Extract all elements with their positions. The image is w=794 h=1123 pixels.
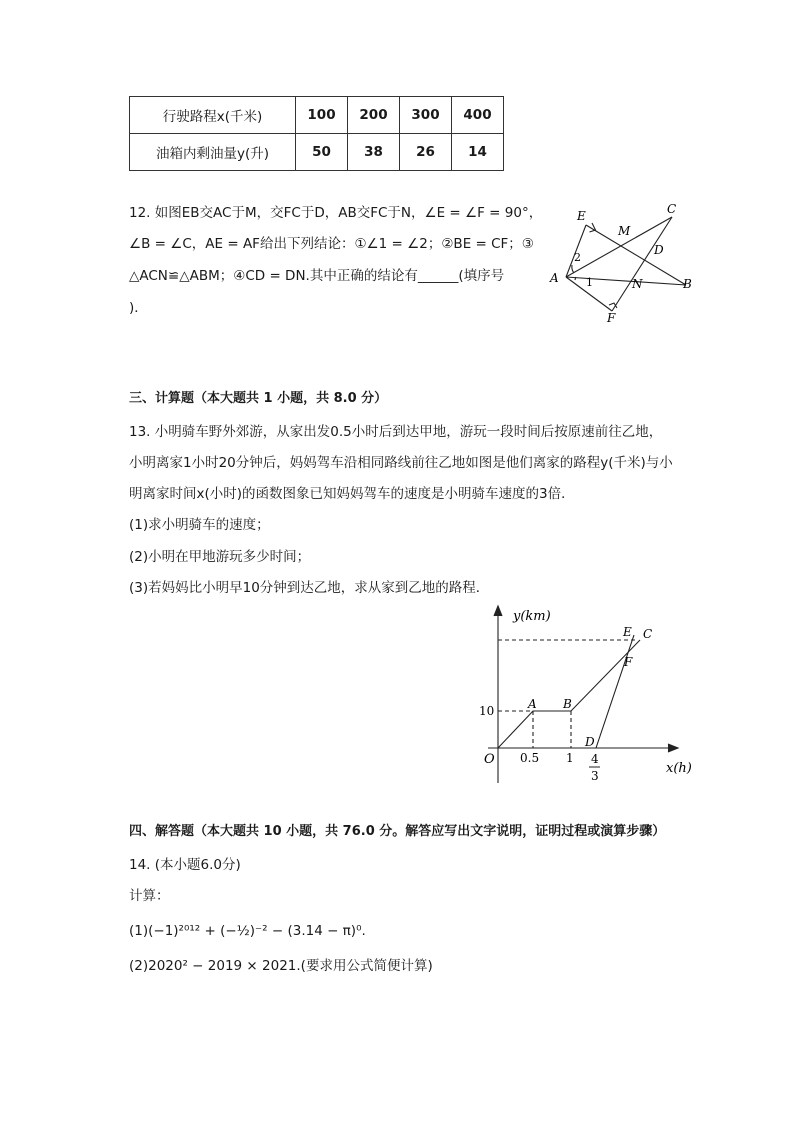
graph-origin-label: O [484, 752, 495, 767]
table-cell: 300 [400, 97, 452, 134]
table-cell: 14 [452, 134, 504, 171]
q13-part: (3)若妈妈比小明早10分钟到达乙地，求从家到乙地的路程． [129, 580, 490, 596]
graph-x-label: x(h) [666, 761, 692, 776]
section-heading: 四、解答题（本大题共 10 小题，共 76.0 分。解答应写出文字说明，证明过程或演算步骤） [129, 824, 666, 839]
q14-line: 14. (本小题6.0分) [129, 857, 241, 873]
q13-line: 13. 小明骑车野外郊游，从家出发0.5小时后到达甲地，游玩一段时间后按原速前往乙地， [129, 424, 663, 440]
table-cell: 26 [400, 134, 452, 171]
table-row [130, 97, 504, 134]
q13-part: (2)小明在甲地游玩多少时间； [129, 549, 311, 565]
fig-label-N: N [632, 277, 643, 291]
graph-point-E: E [623, 625, 632, 639]
q13-line: 明离家时间x(小时)的函数图象已知妈妈驾车的速度是小明骑车速度的3倍． [129, 486, 575, 502]
fig-label-C: C [667, 202, 677, 216]
table-cell: 50 [296, 134, 348, 171]
graph-y-label: y(km) [513, 609, 551, 624]
fig-label-A: A [550, 271, 559, 285]
section-heading: 三、计算题（本大题共 1 小题，共 8.0 分） [129, 391, 388, 406]
fuel-table [129, 96, 504, 171]
table-row-header: 油箱内剩油量y(升) [130, 134, 296, 171]
q13-line: 小明离家1小时20分钟后，妈妈驾车沿相同路线前往乙地如图是他们离家的路程y(千米)与小 [129, 455, 673, 471]
q12-geometry-figure [540, 200, 700, 325]
graph-x-tick-denominator: 3 [591, 769, 599, 783]
table-row [130, 134, 504, 171]
q12-line: )． [129, 300, 148, 316]
fig-label-E: E [577, 209, 586, 223]
fig-label-angle-1: 1 [586, 276, 593, 289]
graph-point-B: B [563, 697, 572, 711]
graph-point-C: C [643, 627, 653, 641]
graph-x-tick-numerator: 4 [591, 752, 599, 766]
graph-point-D: D [585, 735, 595, 749]
q12-line: △ACN≌△ABM；④CD = DN.其中正确的结论有______(填序号 [129, 268, 505, 284]
q12-line: 12. 如图EB交AC于M，交FC于D，AB交FC于N，∠E = ∠F = 90°， [129, 205, 543, 221]
graph-point-F: F [624, 655, 633, 669]
table-cell: 38 [348, 134, 400, 171]
graph-point-A: A [528, 697, 537, 711]
graph-x-tick: 0.5 [520, 751, 540, 765]
fig-label-F: F [607, 311, 616, 325]
q14-part: (1)(−1)²⁰¹² + (−½)⁻² − (3.14 − π)⁰. [129, 923, 366, 939]
q14-line: 计算： [129, 888, 170, 904]
table-cell: 200 [348, 97, 400, 134]
fig-label-D: D [654, 243, 664, 257]
graph-y-tick: 10 [479, 704, 495, 718]
q13-part: (1)求小明骑车的速度； [129, 517, 270, 533]
q12-line: ∠B = ∠C，AE = AF给出下列结论：①∠1 = ∠2；②BE = CF；③ [129, 236, 534, 252]
fig-label-angle-2: 2 [574, 251, 581, 264]
q14-part: (2)2020² − 2019 × 2021.(要求用公式简便计算) [129, 958, 433, 974]
table-row-header: 行驶路程x(千米) [130, 97, 296, 134]
table-cell: 400 [452, 97, 504, 134]
graph-x-tick: 1 [566, 751, 574, 765]
fig-label-B: B [683, 277, 692, 291]
fig-label-M: M [618, 224, 631, 238]
table-cell: 100 [296, 97, 348, 134]
q13-distance-time-graph [470, 600, 700, 790]
